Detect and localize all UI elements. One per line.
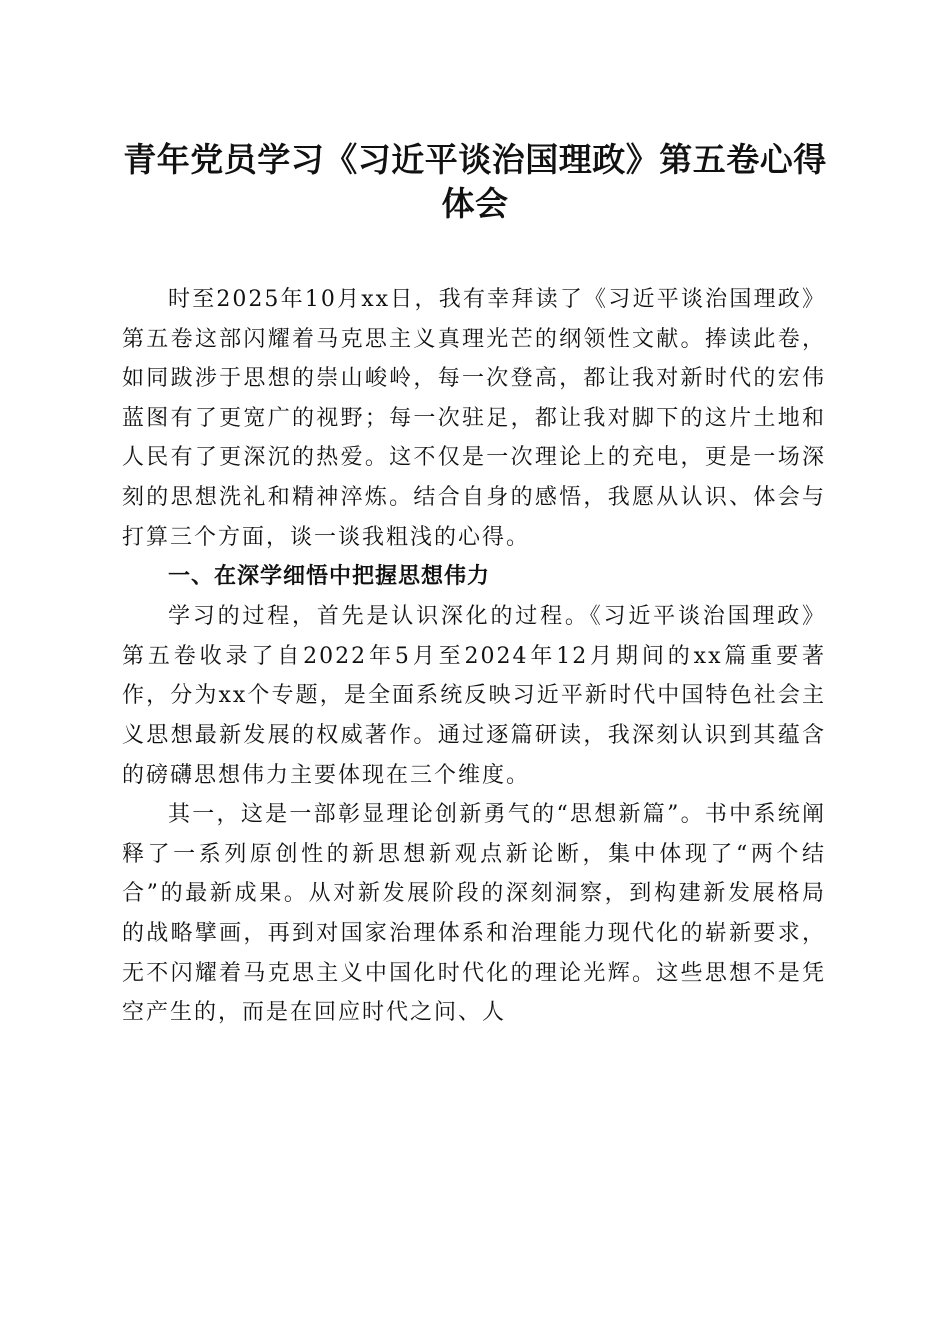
paragraph-section1-intro: 学习的过程，首先是认识深化的过程。《习近平谈治国理政》第五卷收录了自2022年5月至2024年12月期间的xx篇重要著作，分为xx个专题，是全面系统反映习近平新时代中国特色社会主义思想最新发展的权威著作。通过逐篇研读，我深刻认识到其蕴含的磅礴思想伟力主要体现在三个维度。 [122,604,826,788]
section-heading-1: 一、在深学细悟中把握思想伟力 [168,564,491,590]
document-body [122,280,826,1033]
paragraph-intro: 时至2025年10月xx日，我有幸拜读了《习近平谈治国理政》第五卷这部闪耀着马克思主义真理光芒的纲领性文献。捧读此卷，如同跋涉于思想的崇山峻岭，每一次登高，都让我对新时代的宏伟蓝图有了更宽广的视野；每一次驻足，都让我对脚下的这片土地和人民有了更深沉的热爱。这不仅是一次理论上的充电，更是一场深刻的思想洗礼和精神淬炼。结合自身的感悟，我愿从认识、体会与打算三个方面，谈一谈我粗浅的心得。 [122,287,826,550]
paragraph-section1-point1: 其一，这是一部彰显理论创新勇气的“思想新篇”。书中系统阐释了一系列原创性的新思想新观点新论断，集中体现了“两个结合”的最新成果。从对新发展阶段的深刻洞察，到构建新发展格局的战略擘画，再到对国家治理体系和治理能力现代化的崭新要求，无不闪耀着马克思主义中国化时代化的理论光辉。这些思想不是凭空产生的，而是在回应时代之问、人 [122,802,826,1026]
document-title: 青年党员学习《习近平谈治国理政》第五卷心得体会 [123,140,827,223]
